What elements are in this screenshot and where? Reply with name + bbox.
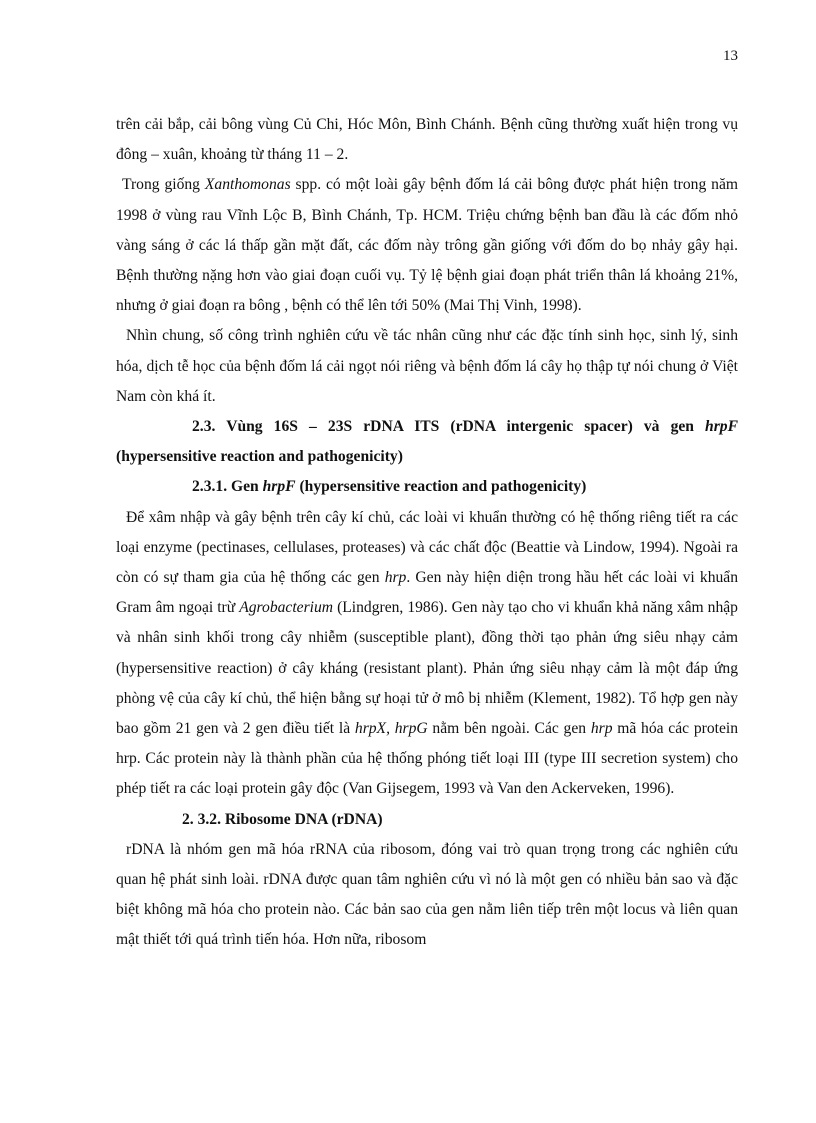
heading-2-3-2: 2. 3.2. Ribosome DNA (rDNA) — [182, 810, 383, 828]
paragraph-5: rDNA là nhóm gen mã hóa rRNA của ribosom, đóng vai trò quan trọng trong các nghiên cứu quan hệ phát sinh loài. rDNA được quan tâm nghiên cứu vì nó là một gen có nhiều bản sao và đặc biệt không mã hóa cho protein nào. Các bản sao của gen nằm liên tiếp trên một locus và liên quan mật thiết tới quá trình tiến hóa. Hơn nữa, ribosom — [116, 840, 738, 949]
heading-2-3-1-text-b: (hypersensitive reaction and pathogenicity) — [295, 478, 587, 496]
paragraph-4-text-3: (Lindgren, 1986). Gen này tạo cho vi khuẩn khả năng xâm nhập và nhân sinh khối trong cây nhiễm (susceptible plant), đồng thời tạo phản ứng siêu nhạy cảm (hypersensitive reaction) ở cây kháng (resistant plant). Phản ứng siêu nhạy cảm là một đáp ứng phòng vệ của cây kí chủ, thể hiện bằng sự hoại tử ở mô bị nhiễm (Klement, 1982). Tổ hợp gen này bao gồm 21 gen và 2 gen điều tiết là — [116, 599, 738, 738]
paragraph-4-italic-2: Agrobacterium — [239, 599, 334, 617]
paragraph-4-italic-1: hrp — [384, 569, 407, 587]
paragraph-4-italic-3: hrpX, hrpG — [354, 720, 428, 738]
heading-2-3-text-a: 2.3. Vùng 16S – 23S rDNA ITS (rDNA intergenic spacer) và gen — [192, 418, 706, 436]
heading-2-3-1-italic: hrpF — [262, 478, 296, 496]
page-number: 13 — [723, 48, 738, 64]
paragraph-4-text-1: Để xâm nhập và gây bệnh trên cây kí chủ, các loài vi khuẩn thường có hệ thống riêng tiết ra các loại enzyme (pectinases, cellulases, proteases) và các chất độc (Beattie và Lindow, 1994). Ngoài ra còn có sự tham gia của hệ thống các gen — [116, 508, 738, 587]
heading-2-3-1 — [116, 472, 738, 502]
heading-2-3-italic: hrpF — [705, 418, 738, 436]
paragraph-2 — [116, 170, 738, 321]
heading-2-3 — [116, 412, 738, 472]
paragraph-4 — [116, 503, 738, 805]
heading-2-3-text-b: (hypersensitive reaction and pathogenicity) — [116, 448, 403, 466]
paragraph-4-text-2: . Gen này hiện diện trong hầu hết các loài vi khuẩn Gram âm ngoại trừ — [116, 569, 739, 617]
paragraph-4-italic-4: hrp — [590, 720, 613, 738]
paragraph-2-text-a: Trong giống — [122, 176, 205, 194]
paragraph-3: Nhìn chung, số công trình nghiên cứu về tác nhân cũng như các đặc tính sinh học, sinh lý, sinh hóa, dịch tễ học của bệnh đốm lá cải ngọt nói riêng và bệnh đốm lá cây họ thập tự nói chung ở Việt Nam còn khá ít. — [116, 327, 738, 405]
paragraph-2-text-b: spp. có một loài gây bệnh đốm lá cải bông được phát hiện trong năm 1998 ở vùng rau Vĩnh Lộc B, Bình Chánh, Tp. HCM. Triệu chứng bệnh ban đầu là các đốm nhỏ vàng sáng ở các lá thấp gần mặt đất, các đốm này trông gần giống với đốm do bọ nhảy gây hại. Bệnh thường nặng hơn vào giai đoạn cuối vụ. Tỷ lệ bệnh giai đoạn phát triển thân lá khoảng 21%, nhưng ở giai đoạn ra bông , bệnh có thể lên tới 50% (Mai Thị Vinh, 1998). — [116, 176, 738, 315]
paragraph-2-italic: Xanthomonas — [204, 176, 291, 194]
paragraph-4-text-5: mã hóa các protein hrp. Các protein này là thành phần của hệ thống phóng tiết loại III (type III secretion system) cho phép tiết ra các loại protein gây độc (Van Gijsegem, 1993 và Van den Ackerveken, 1996). — [116, 720, 738, 798]
paragraph-1: trên cải bắp, cải bông vùng Củ Chi, Hóc Môn, Bình Chánh. Bệnh cũng thường xuất hiện trong vụ đông – xuân, khoảng từ tháng 11 – 2. — [116, 116, 738, 164]
heading-2-3-1-text-a: 2.3.1. Gen — [192, 478, 263, 496]
paragraph-4-text-4: nằm bên ngoài. Các gen — [427, 720, 591, 738]
document-body — [116, 110, 738, 956]
